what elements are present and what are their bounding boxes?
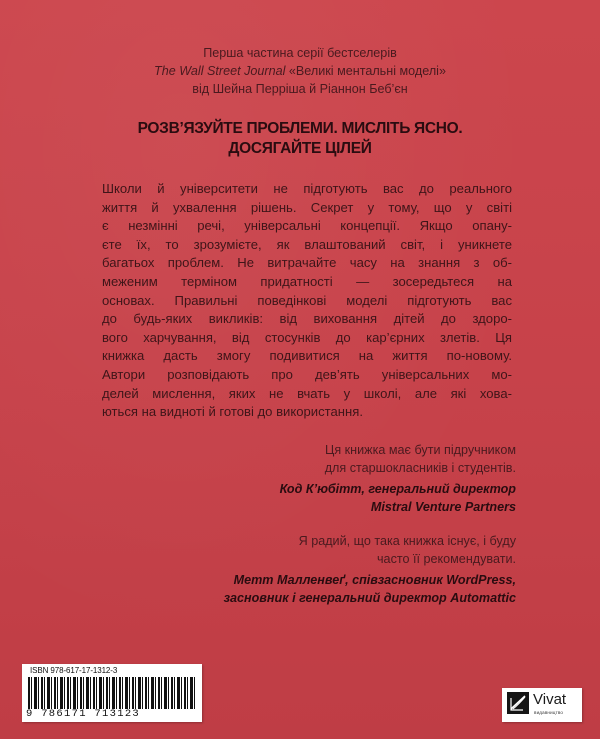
attribution-line: Mistral Venture Partners xyxy=(370,499,516,514)
testimonial-text xyxy=(224,533,516,568)
publisher-name: Vivat xyxy=(533,691,567,708)
barcode-bars-icon xyxy=(28,677,196,709)
testimonial-attribution xyxy=(280,481,516,516)
description-line: до будь-яких викликів: від виховання дітей до здоро- xyxy=(102,311,512,327)
description-line: багатьох проблем. Не витрачайте часу на знання з об- xyxy=(102,255,512,271)
description-line: ються на видноті й готові до використання. xyxy=(102,404,363,420)
series-line-1: Перша частина серії бестселерів xyxy=(203,46,397,60)
series-line-2 xyxy=(0,62,600,80)
series-authors: від Шейна Перріша й Ріаннон Беб’єн xyxy=(192,82,408,96)
testimonial-text xyxy=(280,442,516,477)
description-line: єте їх, то зрозумієте, як влаштований світ, і уникнете xyxy=(102,236,512,252)
headline xyxy=(0,119,600,159)
testimonial-text-line: Ця книжка має бути підручником xyxy=(325,443,516,457)
attribution-line: Метт Малленвеґ, співзасновник WordPress, xyxy=(233,573,516,587)
publisher-subtitle: видавництво xyxy=(534,710,564,715)
headline-line-2: ДОСЯГАЙТЕ ЦІЛЕЙ xyxy=(228,140,372,157)
testimonial-text-line: Я радий, що така книжка існує, і буду xyxy=(298,534,516,548)
description-line: є незмінні речі, універсальні концепції. Якщо опану- xyxy=(102,218,512,234)
vivat-feather-icon xyxy=(507,692,529,714)
testimonial-attribution xyxy=(224,572,516,607)
isbn-barcode xyxy=(22,664,202,722)
description-line: книжка дасть змогу подивитися на життя по-новому. xyxy=(102,348,512,364)
testimonial-text-line: часто її рекомендувати. xyxy=(377,551,516,566)
isbn-number: 9 786171 713123 xyxy=(26,708,141,720)
description-line: Автори розповідають про дев’ять універсальних мо- xyxy=(102,366,512,382)
publisher-logo xyxy=(502,688,582,722)
series-journal-name: The Wall Street Journal xyxy=(154,64,286,78)
headline-line-1: РОЗВ’ЯЗУЙТЕ ПРОБЛЕМИ. МИСЛІТЬ ЯСНО. xyxy=(137,120,463,137)
book-description xyxy=(102,180,512,422)
description-line: вого харчування, від стосунків до кар’єрних злетів. Ця xyxy=(102,329,512,345)
series-title: «Великі ментальні моделі» xyxy=(285,64,446,78)
series-info xyxy=(0,44,600,98)
attribution-line: засновник і генеральний директор Automattic xyxy=(223,590,516,605)
description-line: життя й ухвалення рішень. Секрет у тому, що у світі xyxy=(102,199,512,215)
description-line: делей мислення, яких не вчать у школі, але які хова- xyxy=(102,385,512,401)
isbn-label: ISBN 978-617-17-1312-3 xyxy=(30,666,118,675)
testimonial-text-line: для старшокласників і студентів. xyxy=(324,460,516,475)
testimonial-1 xyxy=(280,442,516,516)
attribution-line: Код К’юбітт, генеральний директор xyxy=(279,482,516,496)
description-line: Школи й університети не підготують вас до реального xyxy=(102,181,512,196)
testimonial-2 xyxy=(224,533,516,607)
description-line: основах. Правильні поведінкові моделі підготують вас xyxy=(102,292,512,308)
description-line: меженим терміном придатності — зосередьтеся на xyxy=(102,273,512,289)
